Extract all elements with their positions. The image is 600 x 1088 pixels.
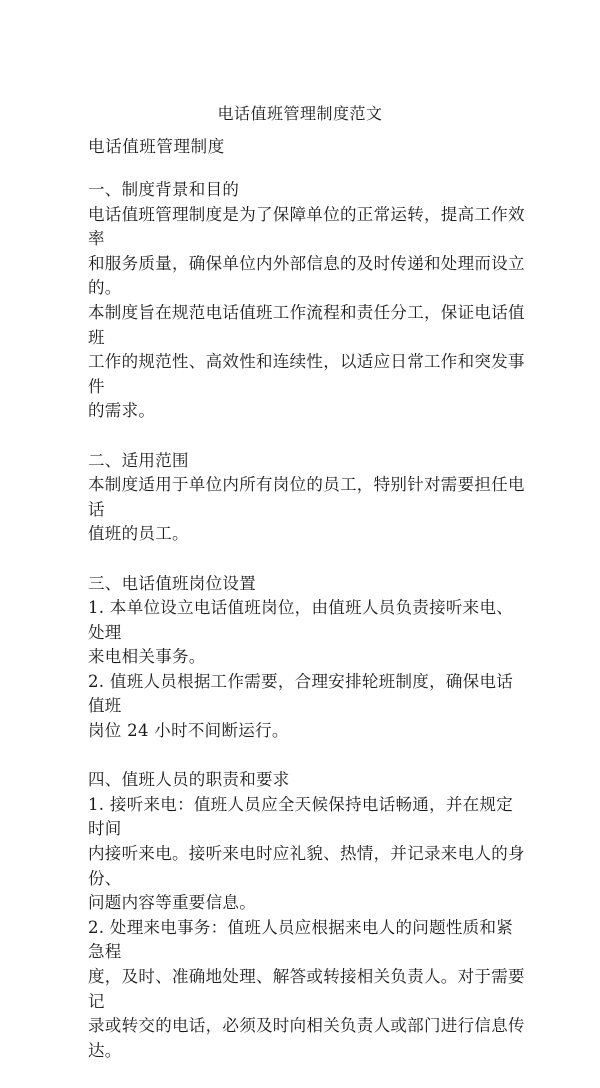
section-heading: 一、制度背景和目的: [88, 180, 240, 199]
section-paragraph: 2. 值班人员根据工作需要，合理安排轮班制度，确保电话值班 岗位 24 小时不间断运行。: [88, 671, 514, 741]
section-paragraph: 本制度适用于单位内所有岗位的员工，特别针对需要担任电话 值班的员工。: [88, 475, 525, 544]
section-paragraph: 1. 本单位设立电话值班岗位，由值班人员负责接听来电、处理 来电相关事务。: [88, 598, 514, 667]
section-duties: [88, 768, 528, 1063]
document-body: [88, 178, 528, 1088]
section-paragraph: 2. 处理来电事务：值班人员应根据来电人的问题性质和紧急程 度，及时、准确地处理、解答或转接相关负责人。对于需要记 录或转交的电话，必须及时向相关负责人或部门进行信息传达。: [88, 917, 525, 1060]
section-paragraph: 电话值班管理制度是为了保障单位的正常运转，提高工作效率 和服务质量，确保单位内外部信息的及时传递和处理而设立的。 本制度旨在规范电话值班工作流程和责任分工，保证电话值班 工作的规范性、高效性和连续性，以适应日常工作和突发事件 的需求。: [88, 204, 525, 421]
section-heading: 三、电话值班岗位设置: [88, 573, 256, 593]
section-post-setup: [88, 572, 528, 744]
document-subtitle: 电话值班管理制度: [88, 137, 225, 156]
section-heading: 二、适用范围: [88, 450, 189, 470]
section-background: [88, 178, 528, 424]
section-heading: 四、值班人员的职责和要求: [88, 770, 290, 790]
section-scope: [88, 449, 528, 547]
section-paragraph: 1. 接听来电：值班人员应全天候保持电话畅通，并在规定时间 内接听来电。接听来电时应礼貌、热情，并记录来电人的身份、 问题内容等重要信息。: [88, 794, 525, 913]
document-title: 电话值班管理制度范文: [217, 104, 383, 123]
